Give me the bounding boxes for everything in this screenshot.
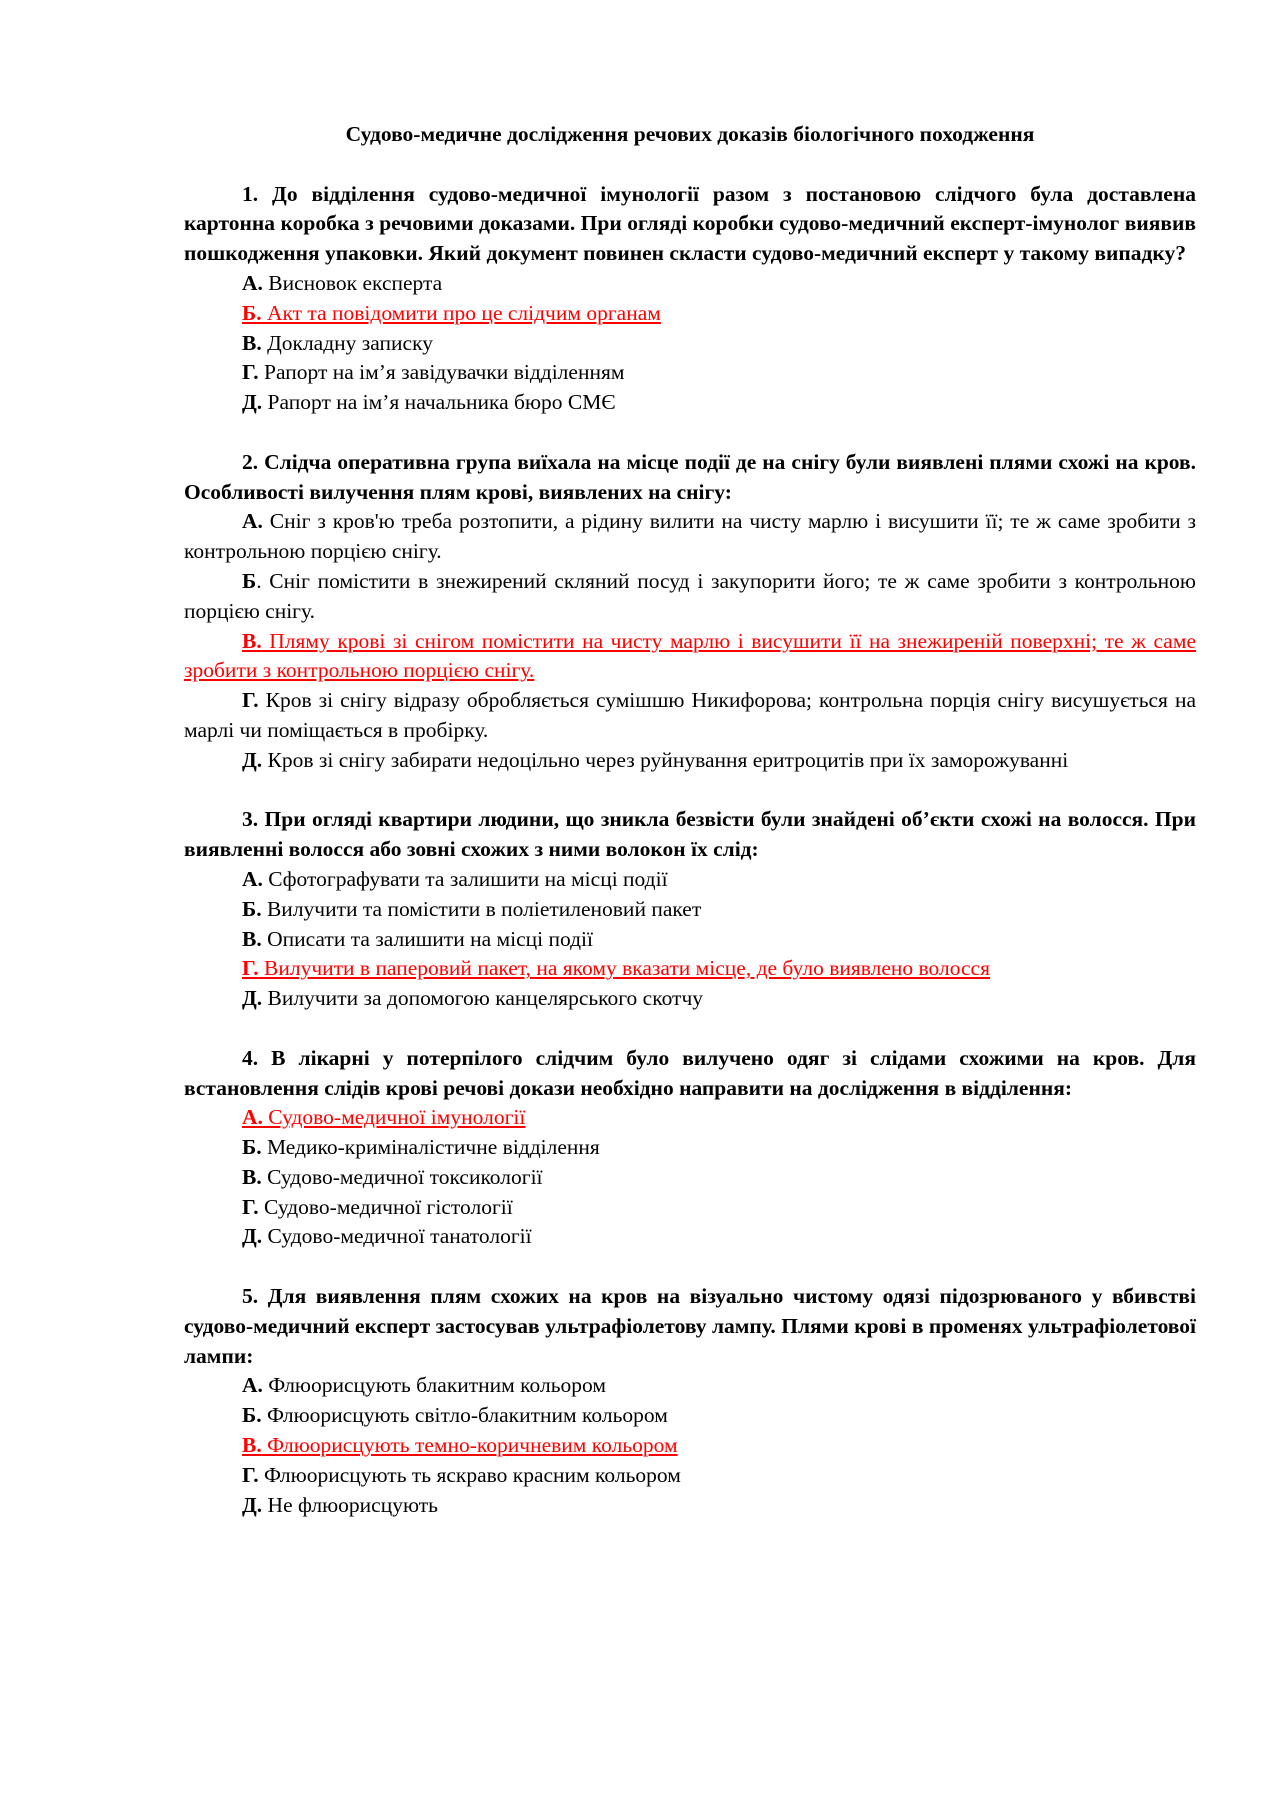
option-letter: Г.: [242, 1462, 259, 1487]
answer-option: [184, 358, 1196, 388]
option-letter: Д.: [242, 1492, 263, 1517]
answer-option: [184, 1401, 1196, 1431]
answer-option: [184, 895, 1196, 925]
option-letter: Б.: [242, 1403, 262, 1428]
spacer: [184, 1014, 1196, 1044]
option-letter: Д.: [242, 747, 263, 772]
option-letter: Г.: [242, 360, 259, 385]
option-letter: В.: [242, 1164, 262, 1189]
option-text: Докладну записку: [261, 330, 433, 355]
option-text: Вилучити та помістити в поліетиленовий пакет: [261, 896, 702, 921]
option-letter: В.: [242, 1433, 262, 1458]
option-letter: А.: [242, 1105, 263, 1130]
option-letter: А.: [242, 1373, 263, 1398]
option-letter: Б.: [242, 300, 262, 325]
option-letter: Б.: [242, 1135, 262, 1160]
option-text: Рапорт на ім’я начальника бюро СМЄ: [262, 390, 616, 415]
option-text: Кров зі снігу забирати недоцільно через руйнування еритроцитів при їх заморожуванні: [262, 747, 1069, 772]
option-letter: Д.: [242, 390, 263, 415]
option-text: Флюорисцують блакитним кольором: [262, 1373, 606, 1398]
answer-option-correct: [184, 1431, 1196, 1461]
answer-option: [184, 507, 1196, 567]
option-text: Судово-медичної імунології: [262, 1105, 526, 1130]
spacer: [184, 1252, 1196, 1282]
answer-option: [184, 746, 1196, 776]
option-letter: В.: [242, 628, 262, 653]
question-5: 5. Для виявлення плям схожих на кров на візуально чистому одязі підозрюваного у вбивстві судово-медичний експерт застосував ультрафіолетову лампу. Плями крові в променях ультрафіолетової лампи:: [184, 1284, 1196, 1368]
option-text: Вилучити за допомогою канцелярського скотчу: [262, 986, 704, 1011]
option-text: Пляму крові зі снігом помістити на чисту марлю і висушити її на знежиреній поверхні; те ж саме зробити з контрольною порцією снігу.: [184, 628, 1196, 683]
answer-option: [184, 329, 1196, 359]
option-letter: В.: [242, 330, 262, 355]
answer-option: [184, 1222, 1196, 1252]
answer-option: [184, 1491, 1196, 1521]
answer-option: [184, 925, 1196, 955]
option-text: Висновок експерта: [262, 270, 443, 295]
answer-option: [184, 567, 1196, 627]
answer-option-correct: [184, 954, 1196, 984]
answer-option: [184, 1133, 1196, 1163]
document-page: [184, 120, 1196, 1520]
answer-option-correct: [184, 1103, 1196, 1133]
option-text: Не флюорисцують: [262, 1492, 438, 1517]
answer-option: [184, 388, 1196, 418]
option-letter: Д.: [242, 1224, 263, 1249]
option-letter: Г.: [242, 688, 259, 713]
option-text: Акт та повідомити про це слідчим органам: [261, 300, 661, 325]
answer-option: [184, 686, 1196, 746]
option-letter: А.: [242, 866, 263, 891]
option-letter: Г.: [242, 1194, 259, 1219]
option-text: . Сніг помістити в знежирений скляний посуд і закупорити його; те ж саме зробити з контрольною порцією снігу.: [184, 568, 1196, 623]
option-letter: А.: [242, 270, 263, 295]
option-text: Флюорисцують темно-коричневим кольором: [261, 1433, 678, 1458]
option-text: Медико-криміналістичне відділення: [261, 1135, 600, 1160]
option-text: Сфотографувати та залишити на місці події: [262, 866, 668, 891]
option-text: Флюорисцують ть яскраво красним кольором: [258, 1462, 681, 1487]
option-letter: Д.: [242, 986, 263, 1011]
question-4: 4. В лікарні у потерпілого слідчим було вилучено одяг зі слідами схожими на кров. Для встановлення слідів крові речові докази необхідно направити на дослідження в відділення:: [184, 1045, 1196, 1100]
answer-option: [184, 1461, 1196, 1491]
answer-option: [184, 984, 1196, 1014]
spacer: [184, 776, 1196, 806]
question-3: 3. При огляді квартири людини, що зникла безвісти були знайдені об’єкти схожі на волосся. При виявленні волосся або зовні схожих з ними волокон їх слід:: [184, 807, 1196, 862]
option-letter: Г.: [242, 956, 259, 981]
option-letter: Б: [242, 568, 257, 593]
answer-option: [184, 1371, 1196, 1401]
option-text: Рапорт на ім’я завідувачки відділенням: [258, 360, 625, 385]
option-letter: Б.: [242, 896, 262, 921]
document-title: Судово-медичне дослідження речових доказів біологічного походження: [345, 122, 1035, 146]
spacer: [184, 418, 1196, 448]
option-text: Кров зі снігу відразу обробляється сумішшю Никифорова; контрольна порція снігу висушується на марлі чи поміщається в пробірку.: [184, 688, 1196, 742]
question-2: 2. Слідча оперативна група виїхала на місце події де на снігу були виявлені плями схожі на кров. Особливості вилучення плям крові, виявлених на снігу:: [184, 449, 1196, 504]
option-text: Флюорисцують світло-блакитним кольором: [261, 1403, 668, 1428]
question-1: 1. До відділення судово-медичної імунології разом з постановою слідчого була доставлена картонна коробка з речовими доказами. При огляді коробки судово-медичний експерт-імунолог виявив пошкодження упаковки. Який документ повинен скласти судово-медичний експерт у такому випадку?: [184, 181, 1196, 266]
option-text: Судово-медичної токсикології: [261, 1164, 543, 1189]
answer-option: [184, 1163, 1196, 1193]
answer-option: [184, 1193, 1196, 1223]
option-text: Судово-медичної танатології: [262, 1224, 532, 1249]
answer-option-correct: [184, 627, 1196, 687]
answer-option-correct: [184, 299, 1196, 329]
option-text: Описати та залишити на місці події: [261, 926, 593, 951]
answer-option: [184, 269, 1196, 299]
option-text: Вилучити в паперовий пакет, на якому вказати місце, де було виявлено волосся: [258, 956, 990, 981]
option-text: Судово-медичної гістології: [258, 1194, 513, 1219]
answer-option: [184, 865, 1196, 895]
option-text: Сніг з кров'ю треба розтопити, а рідину вилити на чисту марлю і висушити її; те ж саме зробити з контрольною порцією снігу.: [184, 509, 1196, 564]
option-letter: В.: [242, 926, 262, 951]
option-letter: А.: [242, 509, 263, 534]
